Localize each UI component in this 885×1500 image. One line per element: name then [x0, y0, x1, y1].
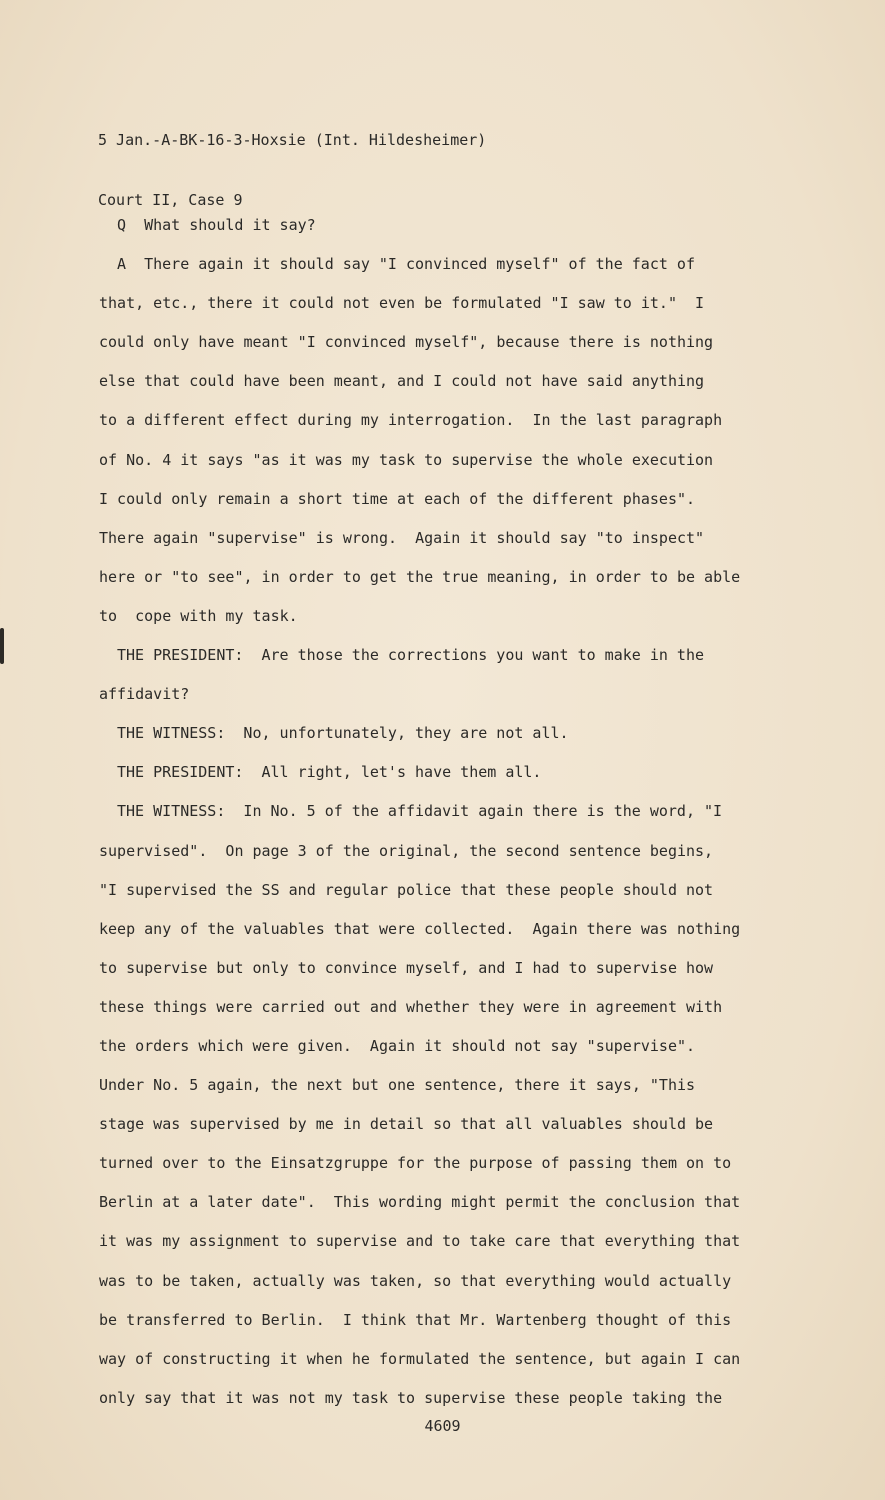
transcript-line: Q What should it say? [117, 216, 316, 234]
transcript-line: THE WITNESS: No, unfortunately, they are not all. [117, 724, 569, 743]
transcript-line: was to be taken, actually was taken, so that everything would actually [99, 1271, 732, 1290]
transcript-line: to a different effect during my interrogation. In the last paragraph [99, 411, 723, 430]
transcript-line: way of constructing it when he formulated the sentence, but again I can [99, 1349, 741, 1368]
header-case-reference: 5 Jan.-A-BK-16-3-Hoxsie (Int. Hildesheimer) [98, 131, 487, 149]
transcript-line: THE PRESIDENT: Are those the corrections you want to make in the [117, 646, 704, 665]
transcript-line: these things were carried out and whether they were in agreement with [99, 997, 723, 1016]
transcript-line: turned over to the Einsatzgruppe for the purpose of passing them on to [99, 1154, 732, 1173]
transcript-line: affidavit? [99, 685, 190, 704]
margin-ink-mark [0, 628, 4, 664]
transcript-line: Berlin at a later date". This wording might permit the conclusion that [99, 1193, 741, 1212]
transcript-line: to supervise but only to convince myself, and I had to supervise how [99, 958, 714, 977]
transcript-line: of No. 4 it says "as it was my task to supervise the whole execution [99, 450, 714, 469]
transcript-line: the orders which were given. Again it should not say "supervise". [99, 1036, 696, 1055]
transcript-line: Under No. 5 again, the next but one sentence, there it says, "This [99, 1076, 696, 1095]
transcript-line: keep any of the valuables that were collected. Again there was nothing [99, 919, 741, 938]
transcript-line: I could only remain a short time at each of the different phases". [99, 489, 696, 508]
transcript-line: There again "supervise" is wrong. Again it should say "to inspect" [99, 528, 705, 547]
transcript-line: stage was supervised by me in detail so that all valuables should be [99, 1115, 714, 1134]
transcript-line: it was my assignment to supervise and to take care that everything that [99, 1232, 741, 1251]
transcript-line: A There again it should say "I convinced myself" of the fact of [117, 255, 695, 274]
transcript-line: here or "to see", in order to get the true meaning, in order to be able [99, 567, 741, 586]
transcript-line: THE PRESIDENT: All right, let's have them all. [117, 763, 542, 782]
transcript-line: to cope with my task. [99, 606, 298, 625]
transcript-body [99, 206, 789, 1418]
transcript-line: that, etc., there it could not even be formulated "I saw to it." I [99, 294, 705, 313]
transcript-line: supervised". On page 3 of the original, the second sentence begins, [99, 841, 714, 860]
transcript-line: else that could have been meant, and I could not have said anything [99, 372, 705, 391]
transcript-line: only say that it was not my task to supervise these people taking the [99, 1388, 723, 1407]
page-number: 4609 [424, 1417, 461, 1435]
transcript-line: "I supervised the SS and regular police that these people should not [99, 880, 714, 899]
header-court-case: Court II, Case 9 [98, 191, 243, 209]
transcript-line: THE WITNESS: In No. 5 of the affidavit again there is the word, "I [117, 802, 723, 821]
transcript-line: be transferred to Berlin. I think that Mr. Wartenberg thought of this [99, 1310, 732, 1329]
transcript-line: could only have meant "I convinced myself", because there is nothing [99, 333, 714, 352]
